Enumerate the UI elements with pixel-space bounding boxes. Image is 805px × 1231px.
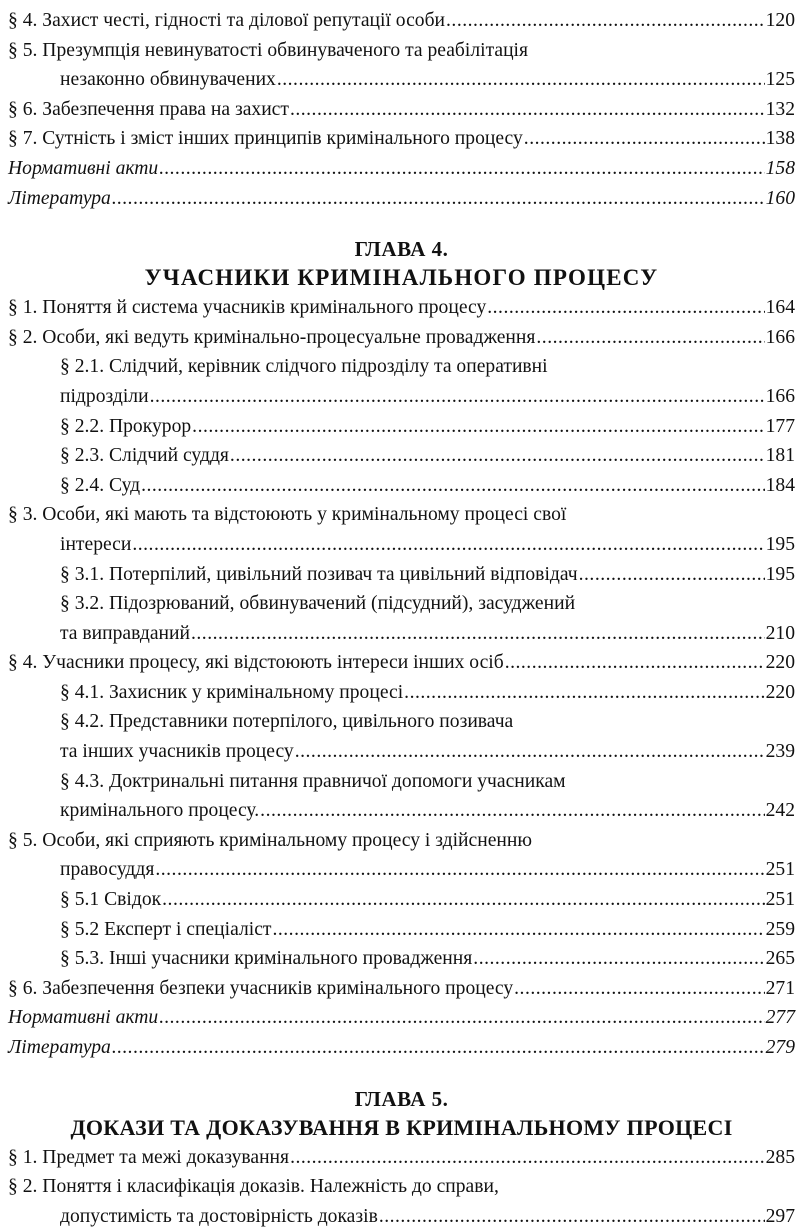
dot-leader bbox=[514, 974, 764, 1004]
page-number: 220 bbox=[765, 652, 795, 674]
toc-entry[interactable] bbox=[8, 95, 795, 125]
entry-title: § 6. Забезпечення безпеки учасників кримінального процесу bbox=[8, 977, 514, 999]
page-number: 177 bbox=[765, 415, 795, 437]
page-number: 279 bbox=[765, 1037, 795, 1058]
toc-entry[interactable] bbox=[8, 323, 795, 353]
page-number: 184 bbox=[765, 474, 795, 496]
entry-title: Нормативні акти bbox=[8, 157, 159, 179]
entry-title: підрозділи bbox=[60, 385, 149, 407]
entry-title: правосуддя bbox=[60, 859, 155, 881]
toc-entry-literature[interactable] bbox=[8, 184, 795, 214]
toc-entry-line1[interactable]: § 4.2. Представники потерпілого, цивільного позивача bbox=[60, 711, 514, 733]
entry-title: кримінального процесу. bbox=[60, 800, 260, 822]
toc-entry-line1[interactable]: § 3.2. Підозрюваний, обвинувачений (підсудний), засуджений bbox=[60, 593, 576, 615]
entry-title: § 3.1. Потерпілий, цивільний позивач та цивільний відповідач bbox=[60, 563, 578, 585]
page-number: 242 bbox=[765, 800, 795, 822]
entry-title: § 5.3. Інші учасники кримінального провадження bbox=[60, 948, 473, 970]
toc-entry[interactable] bbox=[8, 560, 795, 590]
entry-title: § 4.1. Захисник у кримінальному процесі bbox=[60, 681, 404, 703]
dot-leader bbox=[260, 796, 764, 826]
toc-entry[interactable] bbox=[8, 885, 795, 915]
page-number: 285 bbox=[765, 1146, 795, 1168]
dot-leader bbox=[277, 65, 765, 95]
dot-leader bbox=[379, 1202, 765, 1231]
entry-title: § 1. Поняття й система учасників кримінального процесу bbox=[8, 297, 487, 319]
entry-title: Нормативні акти bbox=[8, 1007, 159, 1029]
page-number: 160 bbox=[765, 187, 795, 209]
toc-entry[interactable] bbox=[8, 382, 795, 412]
page-number: 181 bbox=[765, 445, 795, 467]
toc-entry-line1[interactable]: § 2.1. Слідчий, керівник слідчого підрозділу та оперативні bbox=[60, 356, 548, 378]
toc-entry[interactable] bbox=[8, 65, 795, 95]
toc-entry[interactable] bbox=[8, 1143, 795, 1173]
toc-entry[interactable] bbox=[8, 678, 795, 708]
entry-title: § 4. Учасники процесу, які відстоюють інтереси інших осіб bbox=[8, 652, 504, 674]
page-number: 120 bbox=[765, 10, 795, 31]
dot-leader bbox=[505, 648, 765, 678]
dot-leader bbox=[150, 382, 765, 412]
dot-leader bbox=[446, 6, 765, 36]
entry-title: та виправданий bbox=[60, 622, 190, 644]
dot-leader bbox=[162, 885, 764, 915]
toc-entry[interactable] bbox=[8, 471, 795, 501]
page-number: 195 bbox=[765, 533, 795, 555]
dot-leader bbox=[141, 471, 765, 501]
dot-leader bbox=[579, 560, 765, 590]
page-number: 239 bbox=[765, 741, 795, 763]
page-number: 195 bbox=[765, 563, 795, 585]
toc-entry-literature[interactable] bbox=[8, 1033, 795, 1063]
entry-title: Література bbox=[8, 1037, 111, 1058]
dot-leader bbox=[112, 184, 765, 214]
toc-entry[interactable] bbox=[8, 915, 795, 945]
page-number: 125 bbox=[765, 69, 795, 91]
dot-leader bbox=[290, 1143, 765, 1173]
dot-leader bbox=[112, 1033, 765, 1063]
dot-leader bbox=[132, 530, 764, 560]
entry-title: § 2. Особи, які ведуть кримінально-процесуальне провадження bbox=[8, 326, 536, 348]
entry-title: незаконно обвинувачених bbox=[60, 69, 276, 91]
entry-title: § 2.4. Суд bbox=[60, 474, 141, 496]
chapter-number: ГЛАВА 5. bbox=[354, 1086, 449, 1111]
toc-entry-normative-acts[interactable] bbox=[8, 1003, 795, 1033]
entry-title: § 4. Захист честі, гідності та ділової репутації особи bbox=[8, 10, 446, 31]
dot-leader bbox=[295, 737, 765, 767]
dot-leader bbox=[272, 915, 764, 945]
page-number: 132 bbox=[765, 98, 795, 120]
toc-entry[interactable] bbox=[8, 944, 795, 974]
toc-entry-line1[interactable]: § 5. Презумпція невинуватості обвинуваченого та реабілітація bbox=[8, 39, 529, 61]
toc-entry[interactable] bbox=[8, 293, 795, 323]
entry-title: допустимість та достовірність доказів bbox=[60, 1205, 378, 1227]
dot-leader bbox=[155, 855, 764, 885]
toc-entry-line1[interactable]: § 3. Особи, які мають та відстоюють у кримінальному процесі свої bbox=[8, 504, 567, 526]
toc-entry[interactable] bbox=[8, 441, 795, 471]
page-number: 265 bbox=[765, 948, 795, 970]
toc-entry-line1[interactable]: § 5. Особи, які сприяють кримінальному процесу і здійсненню bbox=[8, 829, 533, 851]
entry-title: Література bbox=[8, 187, 111, 209]
page-number: 220 bbox=[765, 681, 795, 703]
toc-entry[interactable] bbox=[8, 796, 795, 826]
dot-leader bbox=[473, 944, 764, 974]
toc-entry[interactable] bbox=[8, 6, 795, 36]
page-number: 297 bbox=[765, 1205, 795, 1227]
entry-title: § 1. Предмет та межі доказування bbox=[8, 1146, 290, 1168]
toc-entry[interactable] bbox=[8, 855, 795, 885]
entry-title: § 2.2. Прокурор bbox=[60, 415, 192, 437]
dot-leader bbox=[159, 154, 764, 184]
page-number: 251 bbox=[765, 859, 795, 881]
chapter-title: УЧАСНИКИ КРИМІНАЛЬНОГО ПРОЦЕСУ bbox=[144, 265, 659, 291]
toc-entry-normative-acts[interactable] bbox=[8, 154, 795, 184]
toc-entry[interactable] bbox=[8, 974, 795, 1004]
page-number: 166 bbox=[765, 385, 795, 407]
page-number: 138 bbox=[765, 128, 795, 150]
chapter-number: ГЛАВА 4. bbox=[354, 237, 449, 262]
page-number: 158 bbox=[765, 157, 795, 179]
dot-leader bbox=[159, 1003, 764, 1033]
dot-leader bbox=[191, 619, 765, 649]
page-number: 277 bbox=[765, 1007, 795, 1029]
toc-entry-line1[interactable]: § 2. Поняття і класифікація доказів. Належність до справи, bbox=[8, 1176, 499, 1198]
dot-leader bbox=[290, 95, 765, 125]
page-number: 166 bbox=[765, 326, 795, 348]
toc-entry-line1[interactable]: § 4.3. Доктринальні питання правничої допомоги учасникам bbox=[60, 770, 566, 792]
page-number: 210 bbox=[765, 622, 795, 644]
entry-title: § 5.2 Експерт і спеціаліст bbox=[60, 918, 272, 940]
toc-entry[interactable] bbox=[8, 530, 795, 560]
dot-leader bbox=[487, 293, 764, 323]
dot-leader bbox=[536, 323, 764, 353]
entry-title: та інших учасників процесу bbox=[60, 741, 294, 763]
toc-entry[interactable] bbox=[8, 619, 795, 649]
page-number: 251 bbox=[765, 889, 795, 911]
page-number: 259 bbox=[765, 918, 795, 940]
dot-leader bbox=[524, 124, 765, 154]
toc-entry[interactable] bbox=[8, 124, 795, 154]
dot-leader bbox=[192, 412, 764, 442]
chapter-title: ДОКАЗИ ТА ДОКАЗУВАННЯ В КРИМІНАЛЬНОМУ ПРОЦЕСІ bbox=[70, 1114, 733, 1140]
entry-title: інтереси bbox=[60, 533, 132, 555]
toc-entry[interactable] bbox=[8, 412, 795, 442]
entry-title: § 2.3. Слідчий суддя bbox=[60, 445, 229, 467]
entry-title: § 7. Сутність і зміст інших принципів кримінального процесу bbox=[8, 128, 523, 150]
entry-title: § 5.1 Свідок bbox=[60, 889, 162, 911]
toc-entry[interactable] bbox=[8, 1202, 795, 1231]
entry-title: § 6. Забезпечення права на захист bbox=[8, 98, 289, 120]
page-number: 271 bbox=[765, 977, 795, 999]
dot-leader bbox=[404, 678, 764, 708]
page-number: 164 bbox=[765, 297, 795, 319]
toc-entry[interactable] bbox=[8, 737, 795, 767]
dot-leader bbox=[230, 441, 765, 471]
toc-entry[interactable] bbox=[8, 648, 795, 678]
